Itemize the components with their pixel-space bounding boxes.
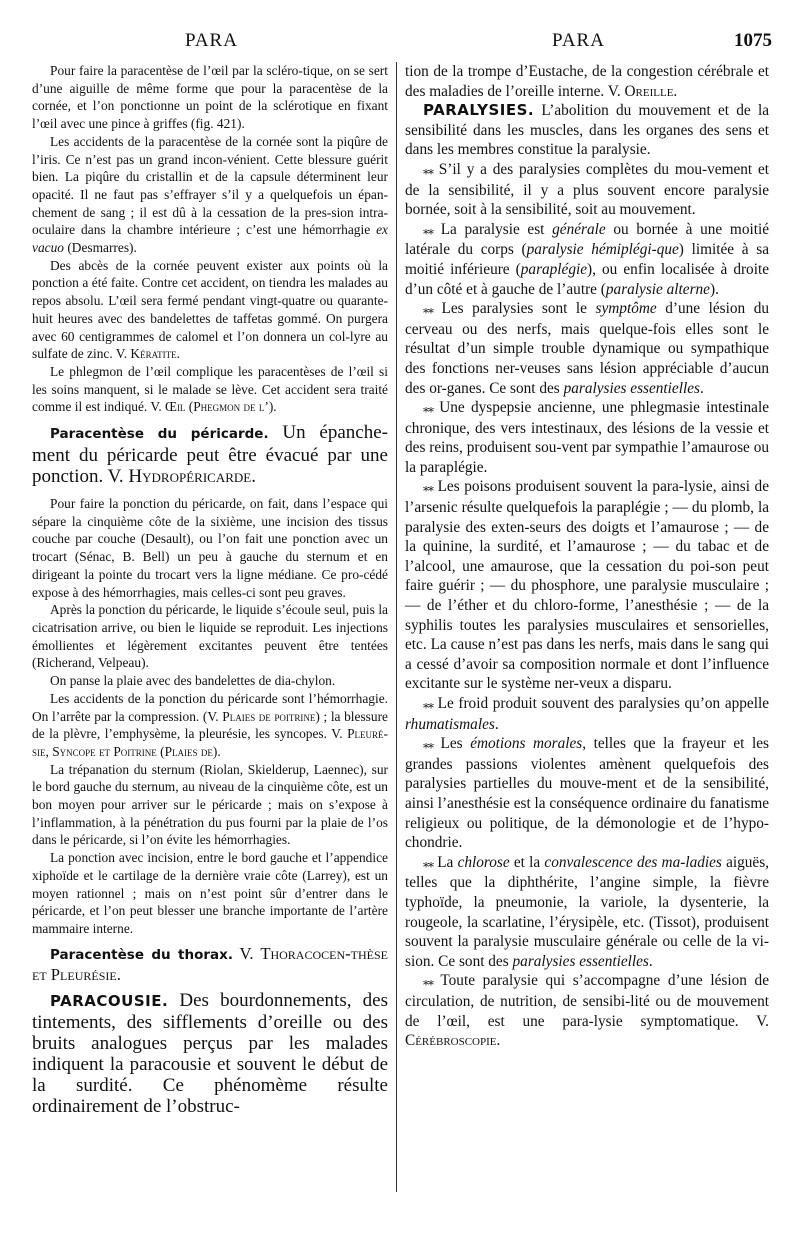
asterism: ⁎⁎ (423, 401, 433, 416)
text-run: . (116, 964, 121, 984)
text-run: On panse la plaie avec des bandelettes de dia-chylon. (50, 673, 336, 689)
text-run: Le froid produit souvent des paralysies qu’on appelle (433, 695, 769, 712)
italic-term: paralysie hémiplégi-que (526, 241, 679, 259)
text-run: Le phlegmon de l’œil complique les paracentèses de l’œil si les soins manquent, si le malade se lève. Cet accident sera traité comme il est indiqué. V. (32, 363, 388, 415)
italic-term: paraplégie (520, 260, 588, 278)
text-run: . (273, 399, 277, 415)
text-run: . (699, 379, 704, 397)
text-run: La paralysie est (433, 220, 553, 238)
paragraph (405, 299, 769, 398)
italic-term: émotions morales (470, 735, 583, 753)
text-run: aiguës, telles que la diphthérite, l’angine simple, la fièvre typhoïde, la pneumonie, la variole, la dysenterie, la rougeole, la scarlatine, l’érysipèle, etc. (Tissot), produisent souvent la paralysie musculaire générale ou celle de la vi-sion. Ce sont des (405, 853, 769, 970)
entry-paracentese-thorax (32, 944, 388, 984)
entry-heading: Paracentèse du thorax. (50, 946, 233, 963)
text-run: . (673, 82, 678, 100)
paragraph (32, 363, 388, 416)
entry-heading: PARACOUSIE. (50, 991, 169, 1010)
asterism: ⁎⁎ (423, 697, 433, 711)
text-run: La (433, 853, 458, 871)
entry-heading: PARALYSIES. (423, 101, 535, 120)
entry-heading: Paracentèse du péricarde. (50, 426, 269, 443)
left-column (32, 62, 388, 1117)
asterism: ⁎⁎ (423, 974, 433, 989)
paragraph (32, 133, 388, 257)
entry-paracousie (32, 990, 388, 1117)
cross-reference: Kératite (130, 346, 177, 362)
paragraph (32, 495, 388, 601)
text-run: Après la ponction du péricarde, le liquide s’écoule seul, puis la cicatrisation arrive, ou bien le liquide se reproduit. Les injections émollientes et légèrement excitantes peuvent être tentées (Richerand, Velpeau). (32, 602, 388, 671)
running-head-right: PARA (552, 30, 605, 51)
paragraph (32, 672, 388, 690)
cross-reference: Œil (Phegmon de l’) (165, 399, 274, 415)
text-run: d’une lésion du cerveau ou des nerfs, mais quelque-fois elles sont le résultat d’un simple trouble dynamique ou sympathique des fonctions ner-veuses sans lésion appréciable d’aucun des or-ganes. Ce sont des (405, 300, 769, 397)
text-run: Toute paralysie qui s’accompagne d’une lésion de circulation, de nutrition, de sensibi-lité ou de mouvement de l’œil, est une para-lysie symptomatique. V. (405, 972, 769, 1030)
paragraph (405, 398, 769, 477)
text-run: Les accidents de la paracentèse de la cornée sont la piqûre de l’iris. Ce n’est pas un grand incon-vénient. Cette blessure guérit bien. La piqûre du cristallin et de la capsule déterminent leur opacité. Il ne faut pas s’effrayer s’il y a quelquefois un épan-chement de sang ; il est dû à la cessation de la pres-sion intra-oculaire dans la chambre intérieure ; c’est une hémorrhagie (32, 133, 388, 238)
text-run: L’abolition du mouvement et de la sensibilité dans les muscles, dans les organes des sens et dans les membres constitue la paralysie. (405, 102, 769, 159)
cross-reference: Oreille (624, 82, 674, 100)
cross-reference: Plaies de poitrine (222, 708, 316, 724)
text-run: tion de la trompe d’Eustache, de la congestion cérébrale et des maladies de l’oreille interne. V. (405, 63, 769, 100)
text-run: S’il y a des paralysies complètes du mou-vement et de la sensibilité, il y a plus souvent encore paralysie bornée, soit à la sensibilité, soit au mouvement. (405, 160, 769, 219)
paragraph (32, 62, 388, 133)
text-run: ou bornée à une moitié latérale du corps ( (405, 220, 770, 259)
right-column (405, 62, 769, 1051)
asterism: ⁎⁎ (423, 222, 433, 237)
paragraph (32, 761, 388, 850)
entry-paracentese-pericarde (32, 422, 388, 487)
text-run: . (217, 743, 221, 759)
italic-term: paralysies essentielles (563, 379, 700, 397)
asterism: ⁎⁎ (423, 302, 433, 317)
text-run: Pour faire la paracentèse de l’œil par la scléro-tique, on se sert d’une aiguille de même forme que pour la paracentèse de la cornée, et l’on ponctionne un point de la sclérotique en fixant l’œil avec une pince à griffes (fig. 421). (32, 63, 388, 132)
paragraph (32, 257, 388, 363)
text-run: Les accidents de la ponction du péricarde sont l’hémorrhagie. On l’arrête par la compression. (V. (32, 690, 388, 724)
text-run: Des bourdonnements, des tintements, des sifflements d’oreille ou des bruits analogues perçus par les malades indiquent la paracousie et souvent le début de la surdité. Ce phénomème résulte ordinairement de l’obstruc- (32, 989, 388, 1117)
paragraph (32, 690, 388, 761)
text-run: . (648, 952, 653, 970)
asterism: ⁎⁎ (423, 162, 433, 177)
text-run: . (494, 715, 499, 733)
page-number: 1075 (734, 30, 772, 51)
cross-reference: Pleuré-sie, Syncope et Poitrine (Plaies de) (32, 726, 388, 759)
text-run: Une dyspepsie ancienne, une phlegmasie intestinale chronique, des vers intestinaux, des lésions de la vessie et des reins, produisent sou-vent par sympathie l’amaurose ou la paraplégie. (405, 399, 769, 476)
text-run: (Desmarres). (63, 240, 137, 256)
paragraph (405, 694, 769, 734)
text-run: Les paralysies sont le (433, 300, 596, 318)
italic-term: symptôme (595, 300, 657, 318)
text-run: Pour faire la ponction du péricarde, on fait, dans l’espace qui sépare la cinquième côte de la sixième, une incision des tissus couche par couche (Desault), ou l’on fait une ponction avec un trocart (Sénac, B. Bell) un peu à gauche du sternum et en dirigeant la pointe du trocart vers la ligne médiane. Ce pro-cédé expose à des hémorrhagies, mais celles-ci sont peu graves. (32, 496, 388, 600)
text-run: V. (232, 943, 261, 963)
text-run: La trépanation du sternum (Riolan, Skielderup, Laennec), sur le bord gauche du sternum, au niveau de la cinquième côte, est un bon moyen pour arriver sur le péricarde ; mais on s’expose à l’inflammation, à la pénétration du pus fourni par la plaie de l’os dans le péricarde, si l’on évite les hémorrhagies. (32, 761, 388, 848)
asterism: ⁎⁎ (423, 480, 433, 495)
paragraph (405, 971, 769, 1050)
asterism: ⁎⁎ (423, 855, 433, 870)
column-divider (396, 62, 397, 1192)
text-run: ), ou enfin localisée à droite d’un côté et à gauche de l’autre ( (405, 260, 769, 298)
text-run: ) limitée à sa moitié inférieure ( (405, 241, 769, 278)
italic-term: rhumatismales (405, 715, 495, 733)
paragraph (32, 601, 388, 672)
text-run: . (176, 346, 180, 362)
italic-term: paralysie alterne (605, 280, 710, 298)
paragraph (405, 160, 769, 220)
paragraph (405, 62, 769, 101)
text-run: Les poisons produisent souvent la para-lysie, ainsi de l’arsenic résulte quelquefois la paraplégie ; — du plomb, la paralysie des exten-seurs des doigts et l’amaurose ; — de la quinine, la surdité, et l’amaurose ; — du tabac et de l’alcool, une amaurose, que la cessation du poi-son peut faire guérir ; — du phosphore, une paralysie musculaire ; — de l’éther et du chloro-forme, l’anesthésie ; — de la syphilis toutes les paralysies musculaires et sensorielles, etc. La cause n’est pas dans les nerfs, mais dans le sang qui a cessé d’avoir sa composition normale et dont l’influence excitante sur le système ner-veux a disparu. (405, 478, 769, 693)
cross-reference: Thoracocen-thèse et Pleurésie (32, 943, 388, 984)
paragraph (405, 853, 769, 972)
text-run: ). (709, 280, 719, 298)
text-run: La ponction avec incision, entre le bord gauche et l’appendice xiphoïde et le cartilage de la dernière vraie côte (Larrey), est un moyen rationnel ; mais on n’est point sûr d’entrer dans le péricarde, et l’on peut blesser une branche importante de l’artère mammaire interne. (32, 850, 388, 936)
running-header (0, 30, 800, 56)
text-run: Les (433, 735, 471, 753)
italic-term: chlorose (457, 853, 510, 871)
italic-term: ex vacuo (32, 222, 388, 256)
paragraph (405, 477, 769, 694)
italic-term: paralysies essentielles (512, 952, 649, 970)
paragraph (405, 220, 769, 299)
text-run: et la (509, 853, 545, 871)
paragraph (405, 734, 769, 853)
cross-reference: Cérébroscopie (405, 1032, 497, 1050)
text-run: ) ; la blessure de la plèvre, l’emphysème, la pleurésie, les syncopes. V. (32, 708, 388, 742)
text-run: , telles que la frayeur et les grandes passions violentes amènent quelquefois des paralysies partielles du mouve-ment et de la sensibilité, ainsi l’anesthésie est la conséquence ordinaire du fanatisme religieux ou politique, de la démonologie et de l’hypo-chondrie. (405, 735, 770, 852)
italic-term: convalescence des ma-ladies (544, 853, 722, 871)
paragraph (32, 849, 388, 938)
running-head-left: PARA (185, 30, 238, 51)
italic-term: générale (552, 220, 606, 238)
text-run: . (251, 466, 256, 488)
entry-paralysies (405, 101, 769, 160)
cross-reference: Hydropéricarde (128, 466, 252, 488)
text-run: . (496, 1032, 501, 1050)
asterism: ⁎⁎ (423, 737, 433, 752)
text-run: Des abcès de la cornée peuvent exister aux points où la ponction a été faite. Contre cet accident, on tiendra les malades au repos absolu. L’œil sera fermé pendant vingt-quatre ou quarante-huit heures avec des bandelettes de taffetas gommé. On purgera avec 60 centigrammes de calomel et l’on donnera un col-lyre au sulfate de zinc. V. (32, 257, 388, 362)
text-run: Un épanche-ment du péricarde peut être évacué par une ponction. V. (32, 422, 388, 488)
